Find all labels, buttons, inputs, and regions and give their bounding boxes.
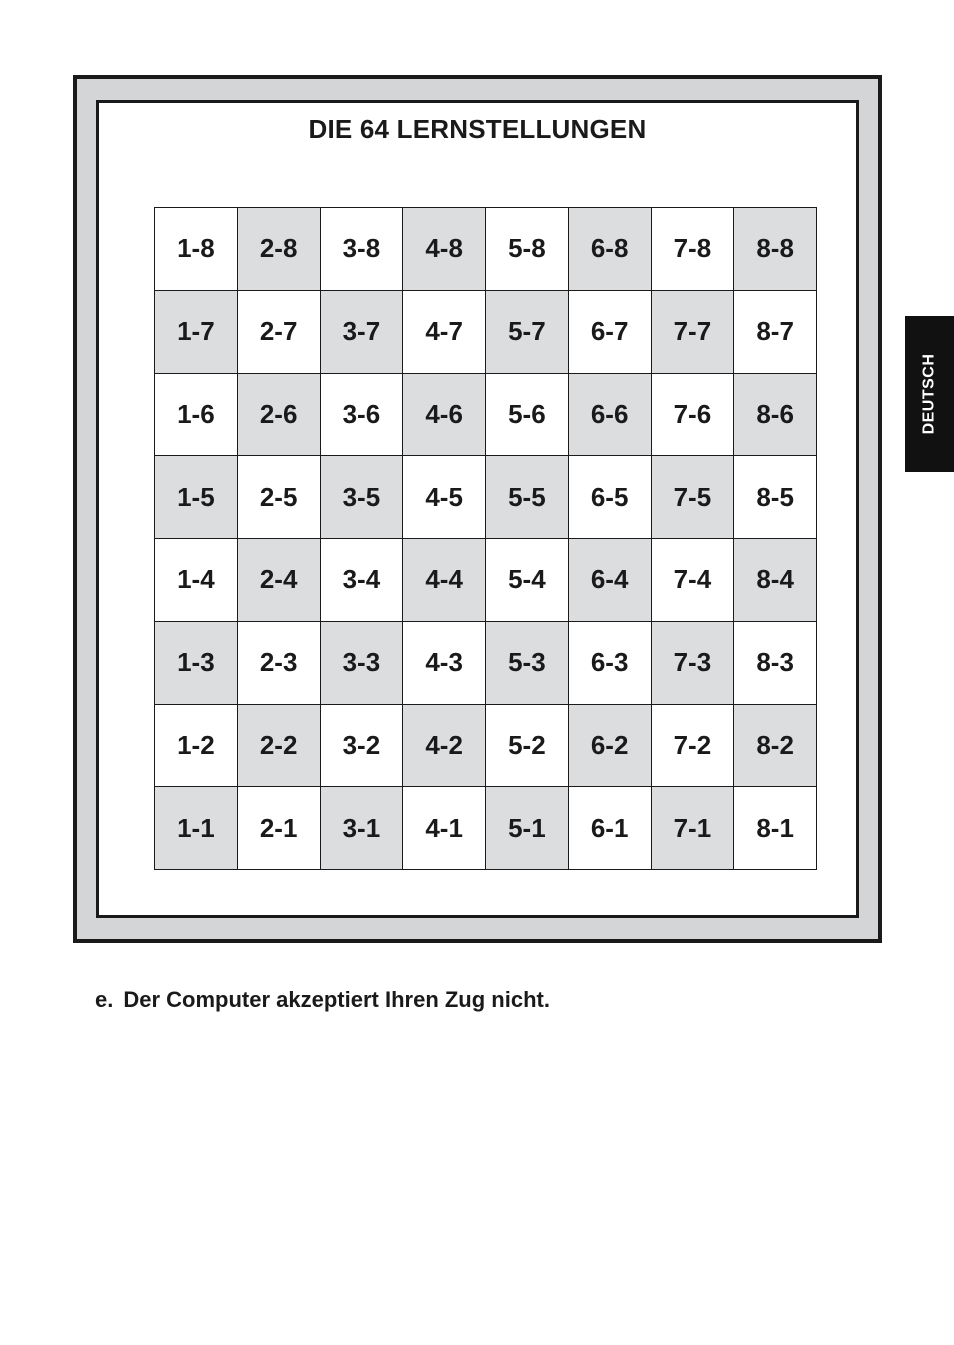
- board-square: 6-2: [569, 705, 652, 788]
- board-square: 6-3: [569, 622, 652, 705]
- board-square: 4-8: [403, 208, 486, 291]
- board-square: 5-7: [486, 291, 569, 374]
- board-square: 6-7: [569, 291, 652, 374]
- board-square: 8-6: [734, 374, 817, 457]
- step-description: Der Computer akzeptiert Ihren Zug nicht.: [123, 987, 550, 1012]
- language-tab-label: DEUTSCH: [920, 353, 938, 435]
- board-square: 1-4: [155, 539, 238, 622]
- board-square: 7-5: [652, 456, 735, 539]
- board-square: 1-7: [155, 291, 238, 374]
- board-square: 2-3: [238, 622, 321, 705]
- board-square: 7-1: [652, 787, 735, 870]
- board-square: 6-8: [569, 208, 652, 291]
- board-square: 7-7: [652, 291, 735, 374]
- board-square: 5-2: [486, 705, 569, 788]
- board-square: 1-5: [155, 456, 238, 539]
- board-square: 4-3: [403, 622, 486, 705]
- square-numbering-board: [154, 207, 817, 870]
- board-square: 7-8: [652, 208, 735, 291]
- board-square: 2-1: [238, 787, 321, 870]
- board-square: 5-8: [486, 208, 569, 291]
- board-square: 8-2: [734, 705, 817, 788]
- board-square: 1-1: [155, 787, 238, 870]
- board-square: 1-3: [155, 622, 238, 705]
- board-square: 1-6: [155, 374, 238, 457]
- board-square: 7-2: [652, 705, 735, 788]
- board-square: 3-1: [321, 787, 404, 870]
- board-square: 3-7: [321, 291, 404, 374]
- board-square: 2-5: [238, 456, 321, 539]
- board-square: 7-3: [652, 622, 735, 705]
- page-title: DIE 64 LERNSTELLUNGEN: [308, 114, 647, 144]
- board-square: 5-3: [486, 622, 569, 705]
- board-square: 7-4: [652, 539, 735, 622]
- board-square: 4-5: [403, 456, 486, 539]
- board-square: 8-1: [734, 787, 817, 870]
- board-square: 4-2: [403, 705, 486, 788]
- board-square: 6-4: [569, 539, 652, 622]
- board-square: 2-7: [238, 291, 321, 374]
- board-square: 3-8: [321, 208, 404, 291]
- board-square: 4-1: [403, 787, 486, 870]
- board-square: 8-8: [734, 208, 817, 291]
- board-square: 3-2: [321, 705, 404, 788]
- step-item: [95, 985, 550, 1015]
- board-square: 2-8: [238, 208, 321, 291]
- language-tab: [905, 316, 954, 472]
- board-square: 6-6: [569, 374, 652, 457]
- board-square: 5-6: [486, 374, 569, 457]
- board-square: 8-4: [734, 539, 817, 622]
- board-square: 5-4: [486, 539, 569, 622]
- board-square: 4-7: [403, 291, 486, 374]
- board-square: 5-5: [486, 456, 569, 539]
- step-letter: e.: [95, 987, 114, 1012]
- board-square: 8-7: [734, 291, 817, 374]
- board-square: 2-4: [238, 539, 321, 622]
- board-square: 5-1: [486, 787, 569, 870]
- board-square: 1-8: [155, 208, 238, 291]
- board-square: 1-2: [155, 705, 238, 788]
- board-square: 4-4: [403, 539, 486, 622]
- board-square: 3-4: [321, 539, 404, 622]
- board-square: 4-6: [403, 374, 486, 457]
- board-square: 3-5: [321, 456, 404, 539]
- board-square: 6-5: [569, 456, 652, 539]
- board-square: 2-6: [238, 374, 321, 457]
- board-square: 6-1: [569, 787, 652, 870]
- board-square: 7-6: [652, 374, 735, 457]
- board-square: 3-6: [321, 374, 404, 457]
- board-square: 8-3: [734, 622, 817, 705]
- board-square: 3-3: [321, 622, 404, 705]
- board-square: 2-2: [238, 705, 321, 788]
- board-square: 8-5: [734, 456, 817, 539]
